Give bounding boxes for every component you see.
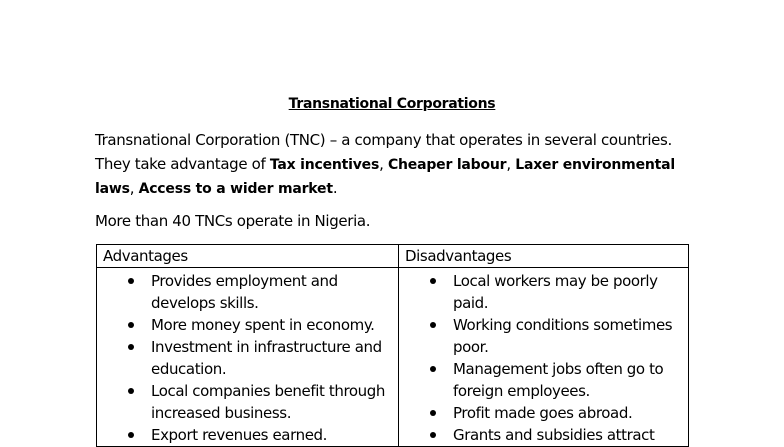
list-item: Export revenues earned. [151,424,398,446]
laws-term: laws [95,181,130,197]
disadvantages-cell [399,268,689,447]
nigeria-fact: More than 40 TNCs operate in Nigeria. [95,212,371,230]
definition-line: Transnational Corporation (TNC) – a company that operates in several countries. [95,131,672,149]
disadvantages-list [399,270,688,446]
tax-incentives-term: Tax incentives [269,156,380,173]
list-item: Provides employment and develops skills. [151,270,398,314]
list-item: Grants and subsidies attract [453,424,688,446]
list-item: Management jobs often go to foreign employees. [453,358,688,402]
list-item: Investment in infrastructure and education. [151,336,398,380]
disadvantages-header: Disadvantages [399,245,689,268]
table-header-row [97,245,689,268]
advantages-header: Advantages [97,245,399,268]
wider-market-term: Access to a wider market [138,181,333,197]
list-item: More money spent in economy. [151,314,398,336]
list-item: Working conditions sometimes poor. [453,314,688,358]
table-row [97,268,689,447]
laxer-laws-term: Laxer environmental [515,156,675,173]
pros-cons-table [96,244,689,447]
advantages-line-cont: laws, Access to a wider market. [95,179,338,197]
advantages-list [97,270,398,446]
advantages-cell [97,268,399,447]
intro-paragraph [95,129,695,202]
list-item: Local companies benefit through increased business. [151,380,398,424]
list-item: Profit made goes abroad. [453,402,688,424]
cheaper-labour-term: Cheaper labour [387,156,507,173]
list-item: Local workers may be poorly paid. [453,270,688,314]
advantages-line: They take advantage of Tax incentives, Cheaper labour, Laxer environmental [95,154,675,173]
page-title: Transnational Corporations [288,96,496,112]
